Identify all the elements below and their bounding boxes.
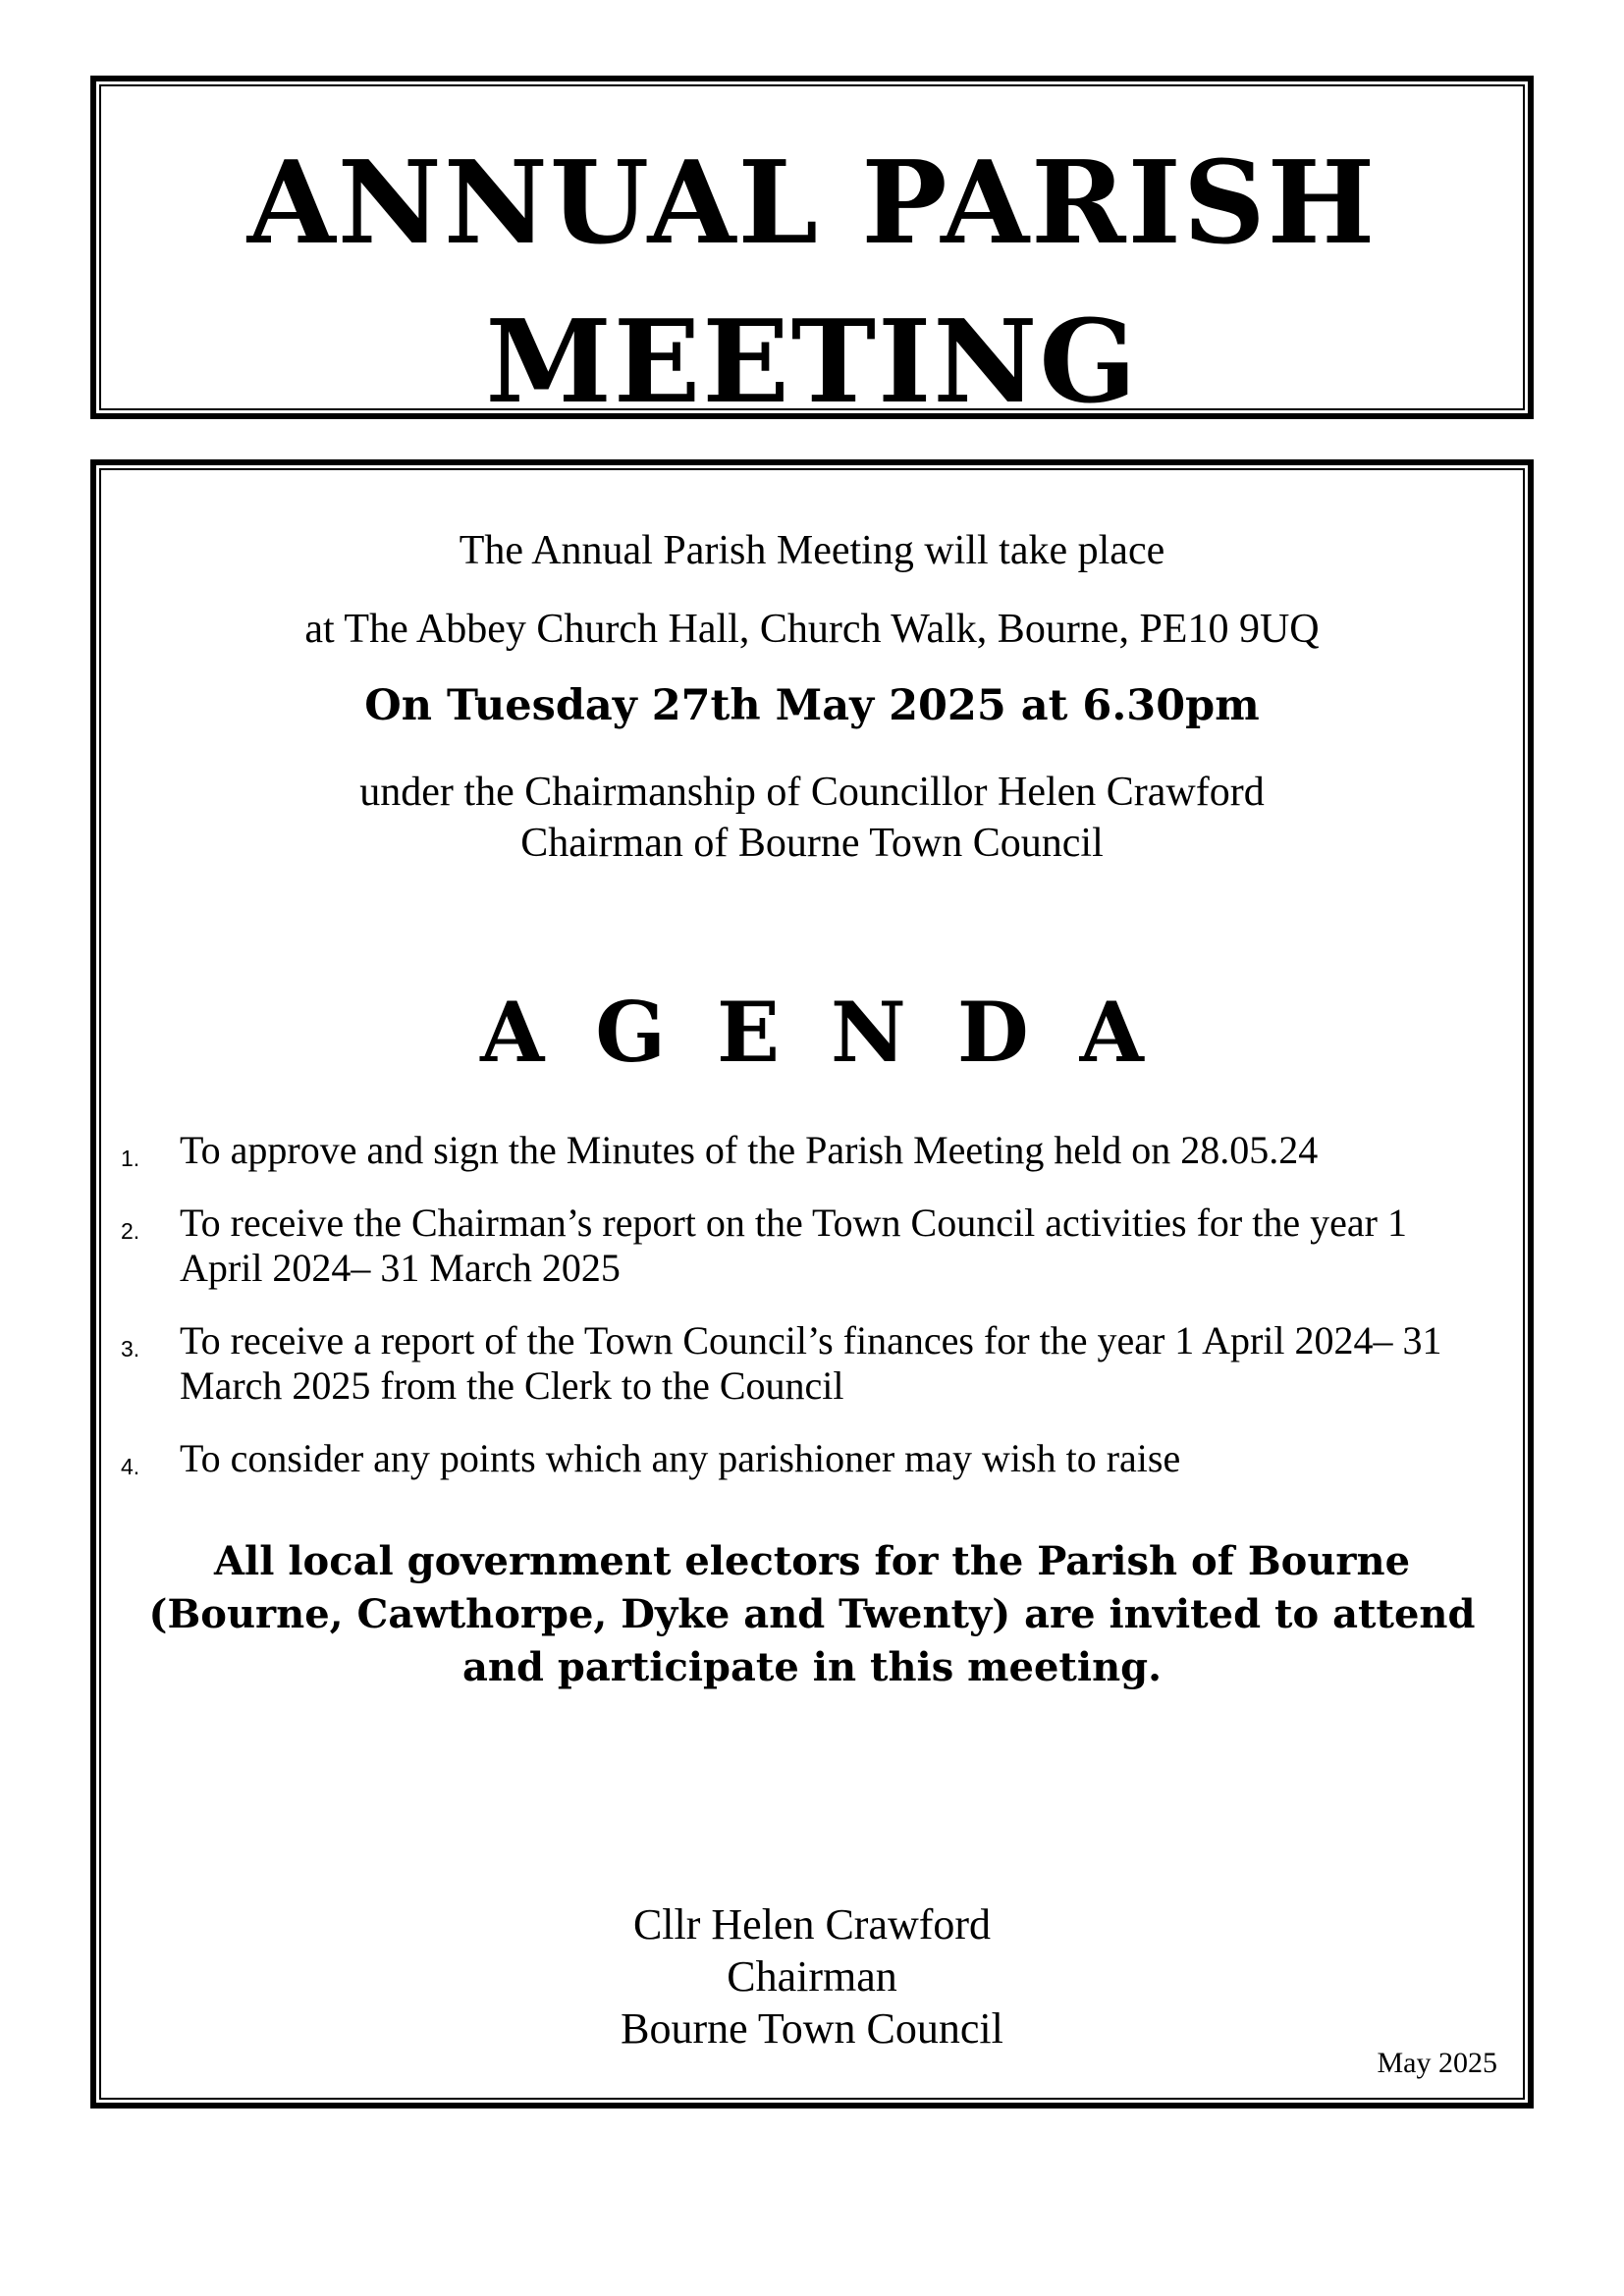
closing-statement (101, 1535, 1523, 1694)
notice-frame-inner (99, 468, 1525, 2100)
title-frame-inner (99, 84, 1525, 429)
agenda-item-text: To approve and sign the Minutes of the Parish Meeting held on 28.05.24 (180, 1128, 1319, 1172)
closing-line-2: (Bourne, Cawthorpe, Dyke and Twenty) are invited to attend (148, 1591, 1476, 1637)
agenda-item (121, 1318, 1484, 1409)
agenda-item-number: 3. (121, 1336, 140, 1362)
intro-line-1: The Annual Parish Meeting will take place (459, 528, 1165, 573)
title-frame (90, 76, 1534, 429)
page-title-line-1: ANNUAL PARISH (246, 136, 1378, 270)
signature-org: Bourne Town Council (621, 2004, 1003, 2053)
notice-frame (90, 459, 1534, 2109)
agenda-list (121, 1128, 1484, 1509)
agenda-item (121, 1128, 1484, 1173)
agenda-item-text: To receive the Chairman’s report on the Town Council activities for the year 1 April 2024– 31 March 2025 (180, 1201, 1407, 1290)
agenda-item-number: 1. (121, 1146, 140, 1171)
agenda-item-text: To receive a report of the Town Council’s finances for the year 1 April 2024– 31 March 2025 from the Clerk to the Council (180, 1318, 1442, 1408)
agenda-item-text: To consider any points which any parishioner may wish to raise (180, 1436, 1181, 1480)
agenda-item (121, 1201, 1484, 1291)
closing-line-3: and participate in this meeting. (461, 1644, 1163, 1690)
closing-line-1: All local government electors for the Parish of Bourne (213, 1538, 1411, 1584)
intro-line-2: at The Abbey Church Hall, Church Walk, Bourne, PE10 9UQ (304, 607, 1320, 652)
signature-role: Chairman (727, 1952, 897, 2001)
agenda-item-number: 4. (121, 1454, 140, 1479)
date-stamp: May 2025 (1377, 2047, 1497, 2079)
chair-line-1: under the Chairmanship of Councillor Helen Crawford (359, 770, 1265, 815)
chair-line-2: Chairman of Bourne Town Council (520, 821, 1104, 866)
meeting-date-time: On Tuesday 27th May 2025 at 6.30pm (364, 681, 1260, 730)
page-title (101, 124, 1523, 442)
signature-block (101, 1898, 1523, 2055)
agenda-heading: AGENDA (480, 984, 1195, 1081)
agenda-item (121, 1436, 1484, 1481)
signature-name: Cllr Helen Crawford (632, 1900, 992, 1949)
page-title-line-2: MEETING (485, 295, 1139, 429)
agenda-item-number: 2. (121, 1218, 140, 1244)
